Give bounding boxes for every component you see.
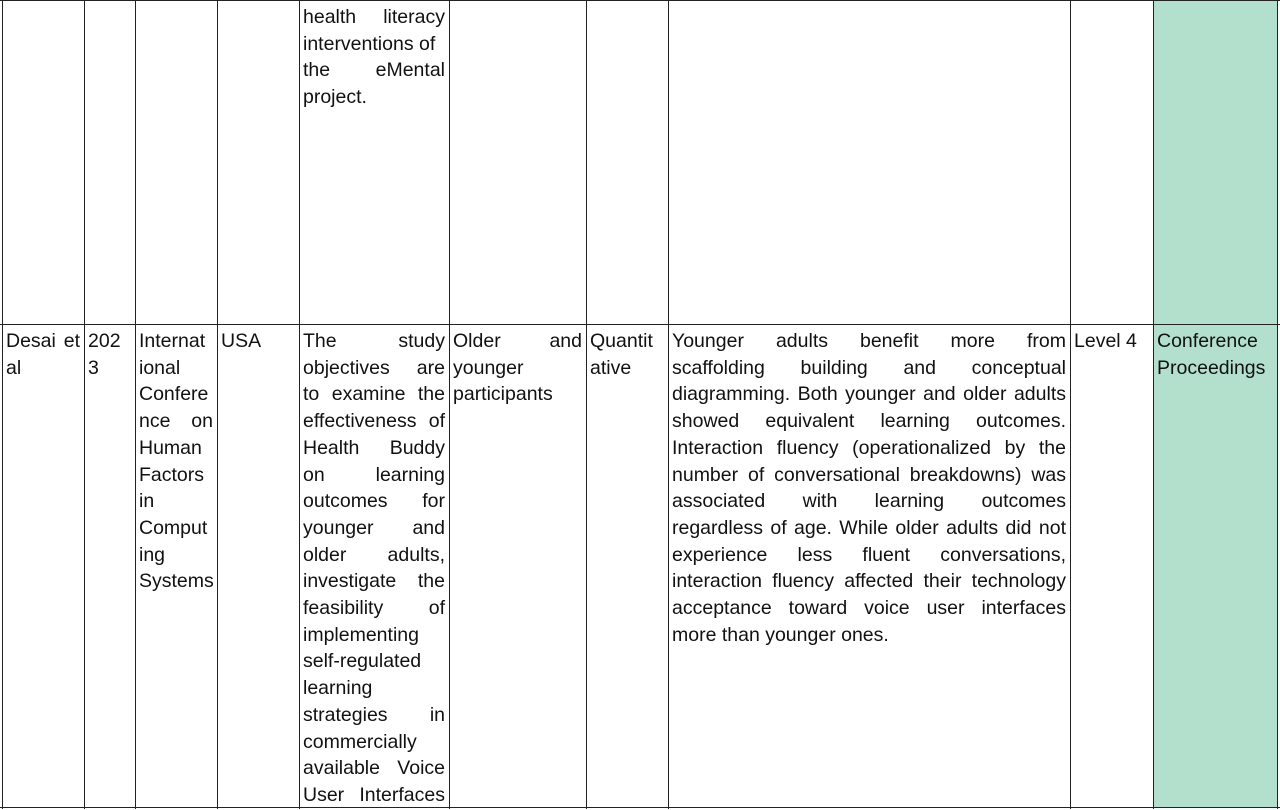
objectives-line: younger and xyxy=(303,516,445,539)
venue-line: Confere xyxy=(139,383,209,406)
findings-line: Younger adults benefit more from xyxy=(672,330,1066,352)
findings-line: associated with learning outcomes xyxy=(672,490,1066,513)
objectives-line: interventions of xyxy=(303,32,436,55)
objectives-line: The study xyxy=(303,330,445,352)
objectives-line: feasibility of xyxy=(303,597,445,620)
evidence-level-cell xyxy=(1070,326,1153,806)
findings-line: diagramming. Both younger and older adults xyxy=(672,383,1066,406)
evidence-level-value: Level 4 xyxy=(1074,330,1137,352)
objectives-line: available Voice xyxy=(303,757,445,780)
findings-line: Interaction fluency (operationalized by the xyxy=(672,436,1066,459)
objectives-line: User Interfaces xyxy=(303,783,445,806)
findings-cell xyxy=(668,326,1070,806)
objectives-line: investigate the xyxy=(303,570,445,593)
method-cell xyxy=(586,326,668,806)
venue-line: Human xyxy=(139,436,202,459)
participants-line: younger xyxy=(453,356,524,379)
year-line: 202 xyxy=(88,330,121,352)
venue-line: Internat xyxy=(139,330,206,352)
venue-line: ional xyxy=(139,356,181,379)
objectives-line: health literacy xyxy=(303,6,445,28)
author-cell xyxy=(2,326,84,806)
findings-line: number of conversational breakdowns) was xyxy=(672,463,1066,486)
source-type-line: Proceedings xyxy=(1157,356,1266,379)
objectives-line: objectives are xyxy=(303,356,445,379)
country-value: USA xyxy=(221,330,262,352)
objectives-line: project. xyxy=(303,86,367,109)
objectives-line: older adults, xyxy=(303,543,445,566)
findings-line: scaffolding building and conceptual xyxy=(672,356,1066,379)
author-line: Desai et xyxy=(6,330,80,352)
participants-line: Older and xyxy=(453,330,582,352)
row-divider xyxy=(0,324,1280,325)
objectives-line: learning xyxy=(303,677,373,700)
objectives-line: commercially xyxy=(303,730,417,753)
participants-line: participants xyxy=(453,383,553,406)
venue-line: ing xyxy=(139,543,166,566)
venue-line: Factors xyxy=(139,463,205,486)
venue-line: Systems xyxy=(139,570,214,593)
objectives-line: implementing xyxy=(303,623,419,646)
findings-line: acceptance toward voice user interfaces xyxy=(672,597,1066,620)
method-line: Quantit xyxy=(590,330,653,352)
venue-cell xyxy=(135,326,217,806)
table-row-prev-objectives-cell xyxy=(299,2,449,322)
objectives-line: on learning xyxy=(303,463,445,486)
findings-line: interaction fluency affected their technology xyxy=(672,570,1066,593)
objectives-cell xyxy=(299,326,449,806)
method-line: ative xyxy=(590,356,632,379)
findings-line: experience less fluent conversations, xyxy=(672,543,1066,566)
objectives-line: strategies in xyxy=(303,703,445,726)
objectives-line: outcomes for xyxy=(303,490,445,513)
column-border xyxy=(1277,0,1278,809)
source-type-cell xyxy=(1153,326,1277,806)
findings-line: showed equivalent learning outcomes. xyxy=(672,410,1066,433)
table-top-border xyxy=(0,0,1280,1)
objectives-line: the eMental xyxy=(303,59,445,82)
participants-cell xyxy=(449,326,586,806)
findings-line: more than younger ones. xyxy=(672,623,889,646)
venue-line: nce on xyxy=(139,410,213,433)
year-cell xyxy=(84,326,135,806)
venue-line: in xyxy=(139,490,155,513)
year-line: 3 xyxy=(88,356,99,379)
objectives-line: self-regulated xyxy=(303,650,422,673)
venue-line: Comput xyxy=(139,516,208,539)
country-cell xyxy=(217,326,299,806)
objectives-line: effectiveness of xyxy=(303,410,445,433)
source-type-line: Conference xyxy=(1157,330,1258,352)
objectives-line: Health Buddy xyxy=(303,436,445,459)
author-line: al xyxy=(6,356,22,379)
findings-line: regardless of age. While older adults did not xyxy=(672,516,1066,539)
objectives-line: to examine the xyxy=(303,383,445,406)
table-bottom-border xyxy=(0,807,1280,808)
